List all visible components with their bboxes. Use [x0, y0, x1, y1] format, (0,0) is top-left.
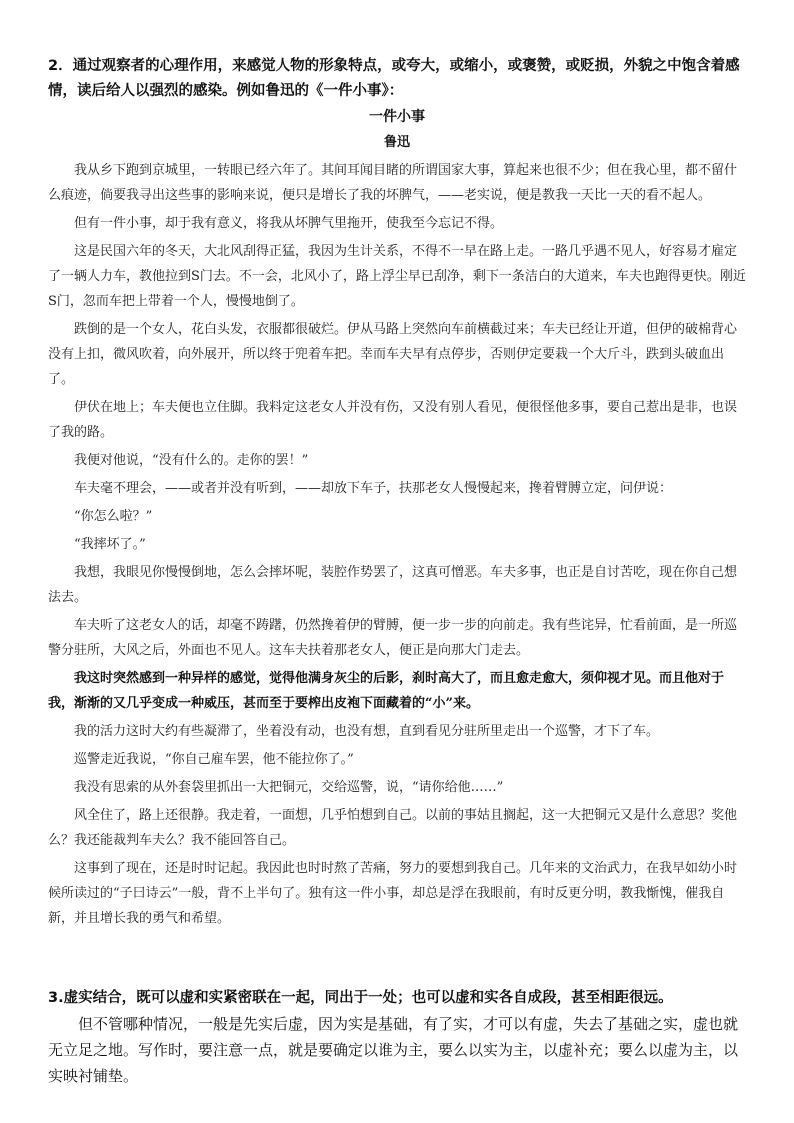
story-body [48, 158, 748, 931]
story-paragraph: 车夫毫不理会，——或者并没有听到，——却放下车子，扶那老女人慢慢起来，搀着臂膊立定，问伊说： [74, 481, 673, 496]
story-paragraph: 巡警走近我说，“你自己雇车罢，他不能拉你了。” [74, 752, 354, 767]
story-paragraph: 风全住了，路上还很静。我走着，一面想，几乎怕想到自己。以前的事姑且搁起，这一大把铜元又是什么意思？奖他么？我还能裁判车夫么？我不能回答自己。 [48, 808, 738, 848]
section-2-heading-text: 2．通过观察者的心理作用，来感觉人物的形象特点，或夸大，或缩小，或褒赞，或贬损，外貌之中饱含着感情，读后给人以强烈的感染。例如鲁迅的《一件小事》： [48, 58, 740, 99]
story-paragraph: 我的活力这时大约有些凝滞了，坐着没有动，也没有想，直到看见分驻所里走出一个巡警，才下了车。 [74, 724, 660, 739]
story-paragraph: 我没有思索的从外套袋里抓出一大把铜元，交给巡警，说，“请你给他……” [74, 780, 504, 795]
section-3-body [48, 1012, 748, 1090]
story-paragraph: 我想，我眼见你慢慢倒地，怎么会摔坏呢，装腔作势罢了，这真可憎恶。车夫多事，也正是自讨苦吃，现在你自己想法去。 [48, 565, 738, 605]
story-bold-paragraph: 我这时突然感到一种异样的感觉，觉得他满身灰尘的后影，刹时高大了，而且愈走愈大，须仰视才见。而且他对于我，渐渐的又几乎变成一种威压，甚而至于要榨出皮袍下面藏着的“小”来。 [48, 671, 725, 711]
story-title: 一件小事 [369, 109, 425, 125]
section-3-body-text: 但不管哪种情况，一般是先实后虚，因为实是基础，有了实，才可以有虚，失去了基础之实，虚也就无立足之地。写作时，要注意一点，就是要确定以谁为主，要么以实为主，以虚补充；要么以虚为主，以实映衬铺垫。 [48, 1016, 739, 1085]
story-paragraph: 我从乡下跑到京城里，一转眼已经六年了。其间耳闻目睹的所谓国家大事，算起来也很不少；但在我心里，都不留什么痕迹，倘要我寻出这些事的影响来说，便只是增长了我的坏脾气，——老实说，便是教我一天比一天的看不起人。 [48, 163, 738, 203]
section-3-heading [48, 986, 748, 1011]
story-author: 鲁迅 [383, 135, 410, 150]
story-paragraph: “我摔坏了。” [74, 537, 146, 552]
section-3-heading-text: 3.虚实结合，既可以虚和实紧密联在一起，同出于一处；也可以虚和实各自成段，甚至相距很远。 [48, 990, 673, 1006]
story-paragraph: 但有一件小事，却于我有意义，将我从坏脾气里拖开，使我至今忘记不得。 [74, 216, 504, 231]
story-paragraph: 这是民国六年的冬天，大北风刮得正猛，我因为生计关系，不得不一早在路上走。一路几乎遇不见人，好容易才雇定了一辆人力车，教他拉到S门去。不一会，北风小了，路上浮尘早已刮净，剩下一条洁白的大道来，车夫也跑得更快。刚近S门，忽而车把上带着一个人，慢慢地倒了。 [48, 244, 746, 309]
story-paragraph: 伊伏在地上；车夫便也立住脚。我料定这老女人并没有伤，又没有别人看见，便很怪他多事，要自己惹出是非，也误了我的路。 [48, 400, 738, 440]
section-2-heading [48, 54, 748, 104]
story-paragraph: 我便对他说，“没有什么的。走你的罢！” [74, 453, 309, 468]
story-paragraph: “你怎么啦？” [74, 509, 153, 524]
story-paragraph: 跌倒的是一个女人，花白头发，衣服都很破烂。伊从马路上突然向车前横截过来；车夫已经让开道，但伊的破棉背心没有上扣，微风吹着，向外展开，所以终于兜着车把。幸而车夫早有点停步，否则伊定要栽一个大斤斗，跌到头破血出了。 [48, 322, 738, 387]
story-paragraph: 这事到了现在，还是时时记起。我因此也时时熬了苦痛，努力的要想到我自己。几年来的文治武力，在我早如幼小时候所读过的“子曰诗云”一般，背不上半句了。独有这一件小事，却总是浮在我眼前，有时反更分明，教我惭愧，催我自新，并且增长我的勇气和希望。 [48, 861, 738, 926]
story-paragraph: 车夫听了这老女人的话，却毫不踌躇，仍然搀着伊的臂膊，便一步一步的向前走。我有些诧异，忙看前面，是一所巡警分驻所，大风之后，外面也不见人。这车夫扶着那老女人，便正是向那大门走去。 [48, 618, 738, 658]
